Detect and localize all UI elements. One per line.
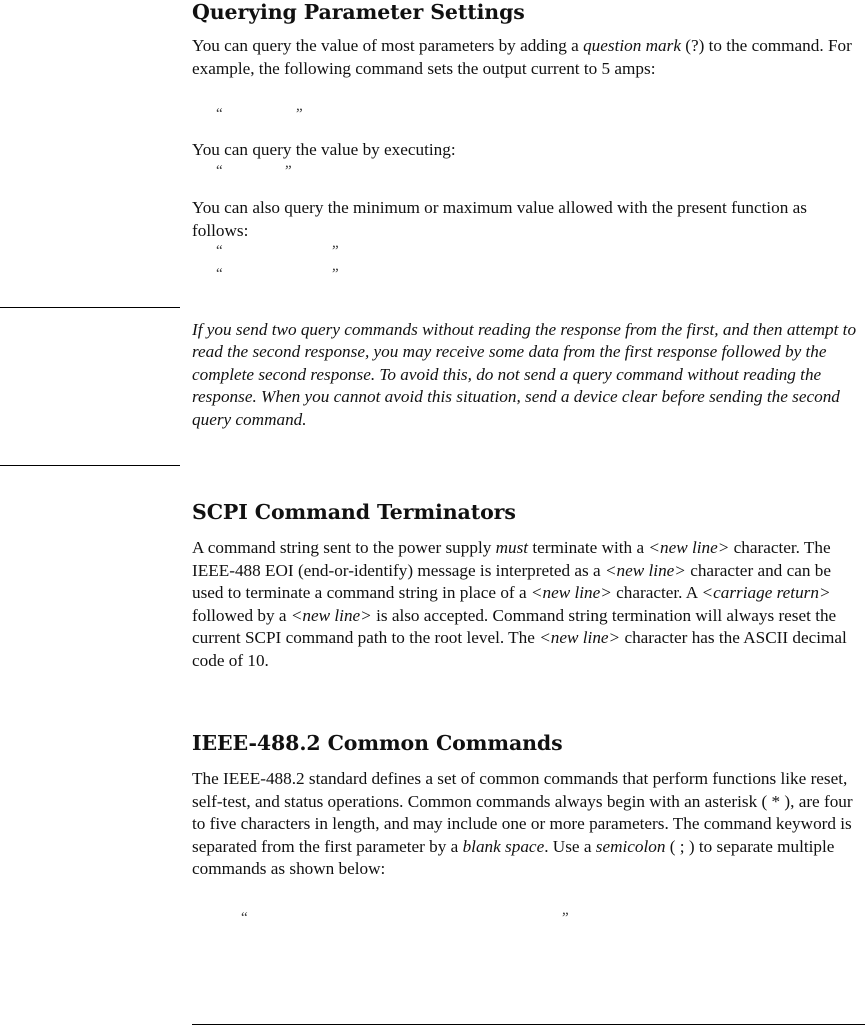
note-top-rule bbox=[0, 307, 180, 308]
open-quote: “ bbox=[216, 266, 223, 282]
paragraph-query-execute: You can query the value by executing: bbox=[192, 140, 456, 159]
emphasis-must: must bbox=[495, 538, 529, 557]
text-run: is also accepted. Command string termination will always reset the current SCPI command path to the root level. The bbox=[192, 605, 837, 648]
paragraph-query-minmax: You can also query the minimum or maximum value allowed with the present function as follows: bbox=[192, 198, 807, 240]
paragraph-query-intro bbox=[192, 35, 862, 80]
text-run: (?) to the command. For example, the following command sets the output current to 5 amps: bbox=[192, 36, 852, 78]
close-quote: ” bbox=[332, 243, 339, 259]
footer-rule bbox=[192, 1024, 865, 1025]
close-quote: ” bbox=[332, 266, 339, 282]
emphasis-question-mark: question mark bbox=[583, 36, 681, 55]
close-quote: ” bbox=[562, 910, 569, 926]
note-text: If you send two query commands without reading the response from the first, and then attempt to read the second response, you may receive some data from the first response followed by the complete second response. To avoid this, do not send a query command without reading the response. When you cannot avoid this situation, send a device clear before sending the second query command. bbox=[192, 320, 857, 429]
emphasis-carriage-return: <carriage return> bbox=[701, 583, 831, 603]
emphasis-new-line: <new line> bbox=[604, 560, 686, 580]
open-quote: “ bbox=[216, 106, 223, 122]
text-run: character. The IEEE-488 EOI (end-or-identify) message is interpreted as a bbox=[192, 538, 831, 580]
text-run: You can query the value of most parameters by adding a bbox=[192, 36, 584, 55]
paragraph-common-commands bbox=[192, 768, 862, 881]
section-heading-querying: Querying Parameter Settings bbox=[192, 0, 525, 24]
text-run: character has the ASCII decimal code of 10. bbox=[192, 628, 847, 670]
text-run: character and can be used to terminate a command string in place of a bbox=[192, 560, 831, 603]
emphasis-semicolon: semicolon bbox=[595, 836, 666, 856]
open-quote: “ bbox=[216, 243, 223, 259]
open-quote: “ bbox=[241, 910, 248, 926]
text-run: The IEEE-488.2 standard defines a set of common commands that perform functions like reset, self-test, and status operations. Common commands always begin with an asterisk ( * ), are four to five characters in length, and may include one or more parameters. The command keyword is separated from the first parameter by a bbox=[192, 769, 853, 856]
section-heading-common-commands: IEEE-488.2 Common Commands bbox=[192, 731, 563, 755]
emphasis-new-line: <new line> bbox=[539, 628, 621, 648]
emphasis-new-line: <new line> bbox=[290, 605, 372, 625]
close-quote: ” bbox=[285, 163, 292, 179]
note-bottom-rule bbox=[0, 465, 180, 466]
emphasis-new-line: <new line> bbox=[530, 583, 612, 603]
emphasis-blank-space: blank space bbox=[462, 836, 545, 856]
emphasis-new-line: <new line> bbox=[648, 538, 730, 557]
text-run: ( ; ) to separate multiple commands as shown below: bbox=[192, 836, 835, 879]
section-heading-terminators: SCPI Command Terminators bbox=[192, 500, 516, 524]
text-run: . Use a bbox=[544, 836, 596, 856]
text-run: character. A bbox=[611, 583, 702, 603]
paragraph-terminators bbox=[192, 537, 862, 673]
close-quote: ” bbox=[296, 106, 303, 122]
text-run: followed by a bbox=[192, 605, 291, 625]
text-run: terminate with a bbox=[528, 538, 649, 557]
text-run: A command string sent to the power supply bbox=[192, 538, 496, 557]
open-quote: “ bbox=[216, 163, 223, 179]
